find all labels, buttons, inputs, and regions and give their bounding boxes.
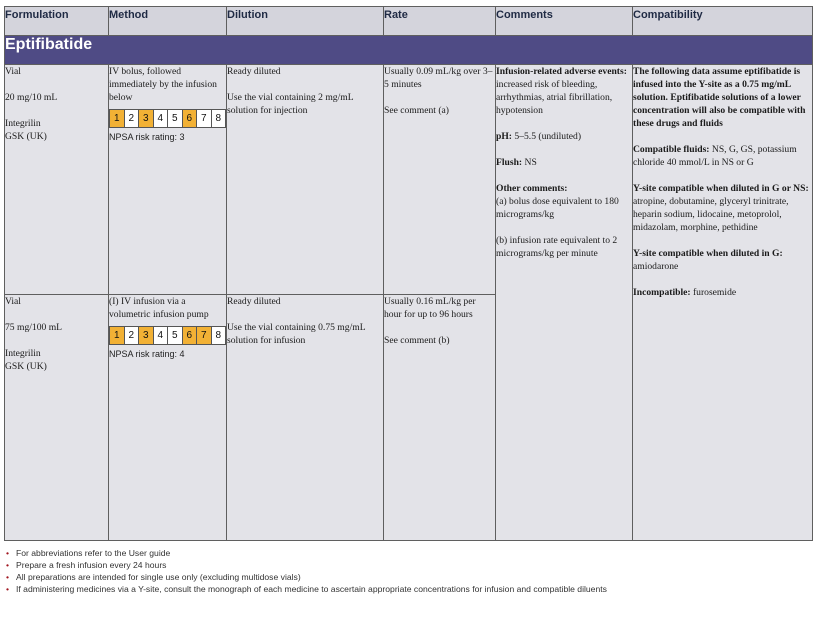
risk-box: 4	[153, 109, 169, 128]
footnote: • For abbreviations refer to the User guide	[6, 548, 171, 558]
risk-box: 2	[124, 326, 140, 345]
header-formulation: Formulation	[5, 7, 109, 36]
bullet-icon: •	[6, 572, 10, 582]
comment-paragraph: Infusion-related adverse events: increased risk of bleeding, arrhythmias, atrial fibrillation, hypotension	[496, 66, 627, 116]
risk-box: 5	[167, 326, 183, 345]
table-row	[5, 65, 813, 295]
rate-cell	[384, 295, 496, 541]
dilution-cell	[227, 65, 384, 295]
formulation-cell	[5, 65, 109, 295]
comment-paragraph: Other comments: (a) bolus dose equivalent to 180 micrograms/kg	[496, 183, 619, 220]
header-method: Method	[109, 7, 227, 36]
risk-box: 7	[196, 109, 212, 128]
rate-line: Usually 0.09 mL/kg over 3–5 minutes	[384, 66, 493, 90]
formulation-cell	[5, 295, 109, 541]
risk-box: 3	[138, 326, 154, 345]
risk-box: 8	[211, 109, 227, 128]
rate-line: See comment (a)	[384, 105, 449, 116]
header-row	[5, 7, 813, 36]
drug-name-bar: Eptifibatide	[5, 36, 813, 65]
dilution-cell	[227, 295, 384, 541]
bullet-icon: •	[6, 584, 10, 594]
risk-rating: NPSA risk rating: 3	[109, 132, 185, 142]
header-dilution: Dilution	[227, 7, 384, 36]
risk-scale	[109, 326, 226, 345]
rate-cell	[384, 65, 496, 295]
risk-box: 3	[138, 109, 154, 128]
monograph-table	[4, 6, 813, 541]
footnote: • All preparations are intended for single use only (excluding multidose vials)	[6, 572, 301, 582]
dilution-line: Use the vial containing 0.75 mg/mL solution for infusion	[227, 322, 366, 346]
method-text: (I) IV infusion via a volumetric infusion pump	[109, 296, 209, 320]
risk-box: 5	[167, 109, 183, 128]
footnote: • If administering medicines via a Y-site, consult the monograph of each medicine to ascertain appropriate concentrations for infusion and compatible diluents	[6, 584, 607, 594]
method-cell	[109, 295, 227, 541]
risk-box: 6	[182, 109, 198, 128]
header-compatibility: Compatibility	[633, 7, 813, 36]
formulation-strength: 20 mg/10 mL	[5, 92, 58, 103]
formulation-type: Vial	[5, 66, 21, 77]
risk-box: 6	[182, 326, 198, 345]
dilution-line: Ready diluted	[227, 296, 281, 307]
risk-rating: NPSA risk rating: 4	[109, 349, 185, 359]
comment-paragraph: (b) infusion rate equivalent to 2 micrograms/kg per minute	[496, 235, 618, 259]
compat-paragraph: The following data assume eptifibatide is infused into the Y-site as a 0.75 mg/mL solution. Eptifibatide solutions of a lower concentration will also be compatible with these drugs and fluids	[633, 66, 806, 129]
compat-paragraph: Compatible fluids: NS, G, GS, potassium chloride 40 mmol/L in NS or G	[633, 144, 797, 168]
risk-box: 1	[109, 109, 125, 128]
formulation-strength: 75 mg/100 mL	[5, 322, 63, 333]
dilution-line: Ready diluted	[227, 66, 281, 77]
header-comments: Comments	[496, 7, 633, 36]
rate-line: See comment (b)	[384, 335, 450, 346]
formulation-brand: Integrilin GSK (UK)	[5, 118, 47, 142]
risk-scale	[109, 109, 226, 128]
compatibility-cell	[633, 65, 813, 541]
comments-cell	[496, 65, 633, 541]
risk-box: 2	[124, 109, 140, 128]
comment-paragraph: pH: 5–5.5 (undiluted)	[496, 131, 582, 142]
header-rate: Rate	[384, 7, 496, 36]
bullet-icon: •	[6, 548, 10, 558]
risk-box: 4	[153, 326, 169, 345]
compat-paragraph: Y-site compatible when diluted in G: amiodarone	[633, 248, 783, 272]
footnote: • Prepare a fresh infusion every 24 hours	[6, 560, 167, 570]
footnotes	[6, 547, 607, 595]
risk-box: 7	[196, 326, 212, 345]
rate-line: Usually 0.16 mL/kg per hour for up to 96 hours	[384, 296, 476, 320]
comment-paragraph: Flush: NS	[496, 157, 537, 168]
formulation-type: Vial	[5, 296, 21, 307]
bullet-icon: •	[6, 560, 10, 570]
compat-paragraph: Incompatible: furosemide	[633, 287, 737, 298]
dilution-line: Use the vial containing 2 mg/mL solution for injection	[227, 92, 354, 116]
risk-box: 8	[211, 326, 227, 345]
formulation-brand: Integrilin GSK (UK)	[5, 348, 47, 372]
method-cell	[109, 65, 227, 295]
method-text: IV bolus, followed immediately by the infusion below	[109, 66, 217, 103]
risk-box: 1	[109, 326, 125, 345]
compat-paragraph: Y-site compatible when diluted in G or NS: atropine, dobutamine, glyceryl trinitrate, heparin sodium, lidocaine, metoprolol, midazolam, morphine, pethidine	[633, 183, 809, 233]
